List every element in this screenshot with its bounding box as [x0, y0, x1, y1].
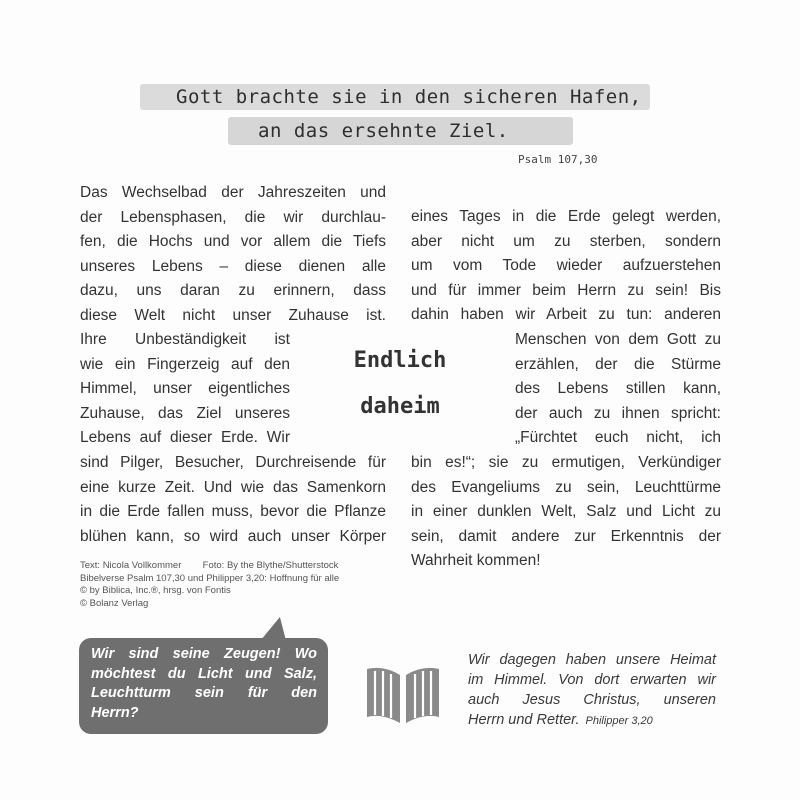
- text-line: des Lebens stillen kann,: [515, 380, 721, 398]
- text-line: unseres Lebens – diese dienen alle: [80, 257, 386, 275]
- text-line: fen, die Hochs und vor allem die Tiefs: [80, 233, 386, 251]
- photo-credit: Foto: By the Blythe/Shutterstock: [202, 560, 339, 571]
- text-line: um vom Tode wieder aufzuerstehen: [411, 257, 721, 275]
- text-line: Zuhause, das Ziel unseres: [80, 404, 290, 422]
- text-line: eine kurze Zeit. Und wie das Samenkorn: [80, 478, 386, 496]
- text-line: Ihre Unbeständigkeit ist: [80, 331, 290, 348]
- text-line: Wahrheit kommen!: [411, 552, 541, 570]
- text-line: dahin haben wir Arbeit zu tun: anderen: [411, 306, 721, 324]
- text-line: der Lebensphasen, die wir durchlau-: [80, 208, 386, 226]
- text-line: Himmel, unser eigentliches: [80, 380, 290, 398]
- bubble-line: Wir sind seine Zeugen! Wo: [91, 646, 317, 662]
- quote-line: Wir dagegen haben unsere Heimat: [468, 652, 716, 668]
- body-col1-bottom: [80, 451, 386, 549]
- quote-reference: Philipper 3,20: [585, 715, 653, 727]
- headline-line-1: Endlich: [353, 348, 447, 373]
- quote-line: auch Jesus Christus, unseren: [468, 692, 716, 708]
- text-line: sein, damit andere zur Erkenntnis der: [411, 527, 721, 545]
- quote-line: [468, 710, 716, 731]
- verse-reference: Psalm 107,30: [518, 153, 598, 166]
- bible-credit-line-2: © by Biblica, Inc.®, hrsg. von Fontis: [80, 585, 231, 596]
- quote-last-line: Herrn und Retter.: [468, 712, 580, 728]
- body-col2-mid: [515, 328, 721, 451]
- bubble-line: Leuchtturm sein für den: [91, 685, 317, 701]
- text-line: der auch zu ihnen spricht:: [515, 404, 721, 422]
- verse-line-2: an das ersehnte Ziel.: [258, 120, 509, 142]
- text-line: erzählen, der die Stürme: [515, 355, 721, 373]
- text-line: „Fürchtet euch nicht, ich: [515, 429, 721, 447]
- open-book-icon: [364, 655, 442, 729]
- text-line: eines Tages in die Erde gelegt werden,: [411, 208, 721, 225]
- credits-row: [80, 560, 339, 573]
- publisher-credit: © Bolanz Verlag: [80, 597, 149, 609]
- credits: [80, 560, 339, 610]
- text-credit: Text: Nicola Vollkommer: [80, 560, 182, 571]
- body-col2-top: [411, 205, 721, 328]
- text-line: des Evangeliums zu sein, Leuchttürme: [411, 478, 721, 496]
- text-line: blühen kann, so wird auch unser Körper: [80, 527, 386, 545]
- text-line: Das Wechselbad der Jahreszeiten und: [80, 184, 386, 201]
- text-line: wie ein Fingerzeig auf den: [80, 355, 290, 373]
- bible-quote: [468, 650, 716, 731]
- text-line: dazu, uns daran zu erinnern, dass: [80, 282, 386, 300]
- verse-line-1: Gott brachte sie in den sicheren Hafen,: [176, 86, 642, 108]
- body-col1-mid: [80, 328, 290, 451]
- text-line: bin es!“; sie zu ermutigen, Verkündiger: [411, 454, 721, 471]
- text-line: Lebens auf dieser Erde. Wir: [80, 429, 290, 447]
- text-line: diese Welt nicht unser Zuhause ist.: [80, 306, 386, 324]
- text-line: in die Erde fallen muss, bevor die Pflanze: [80, 503, 386, 521]
- text-line: und für immer beim Herrn zu sein! Bis: [411, 281, 721, 299]
- bubble-line: Herrn?: [91, 704, 139, 721]
- text-line: in einer dunklen Welt, Salz und Licht zu: [411, 503, 721, 521]
- text-line: Menschen von dem Gott zu: [515, 331, 721, 348]
- body-col2-bottom: [411, 451, 721, 574]
- quote-line: im Himmel. Von dort erwarten wir: [468, 672, 716, 688]
- bible-credit-line-1: Bibelverse Psalm 107,30 und Philipper 3,20: Hoffnung für alle: [80, 572, 340, 584]
- text-line: sind Pilger, Besucher, Durchreisende für: [80, 454, 386, 471]
- text-line: aber nicht um zu sterben, sondern: [411, 232, 721, 250]
- speech-bubble-text: [91, 645, 317, 723]
- body-col1-top: [80, 181, 386, 329]
- headline-line-2: daheim: [360, 394, 440, 419]
- bubble-line: möchtest du Licht und Salz,: [91, 665, 317, 682]
